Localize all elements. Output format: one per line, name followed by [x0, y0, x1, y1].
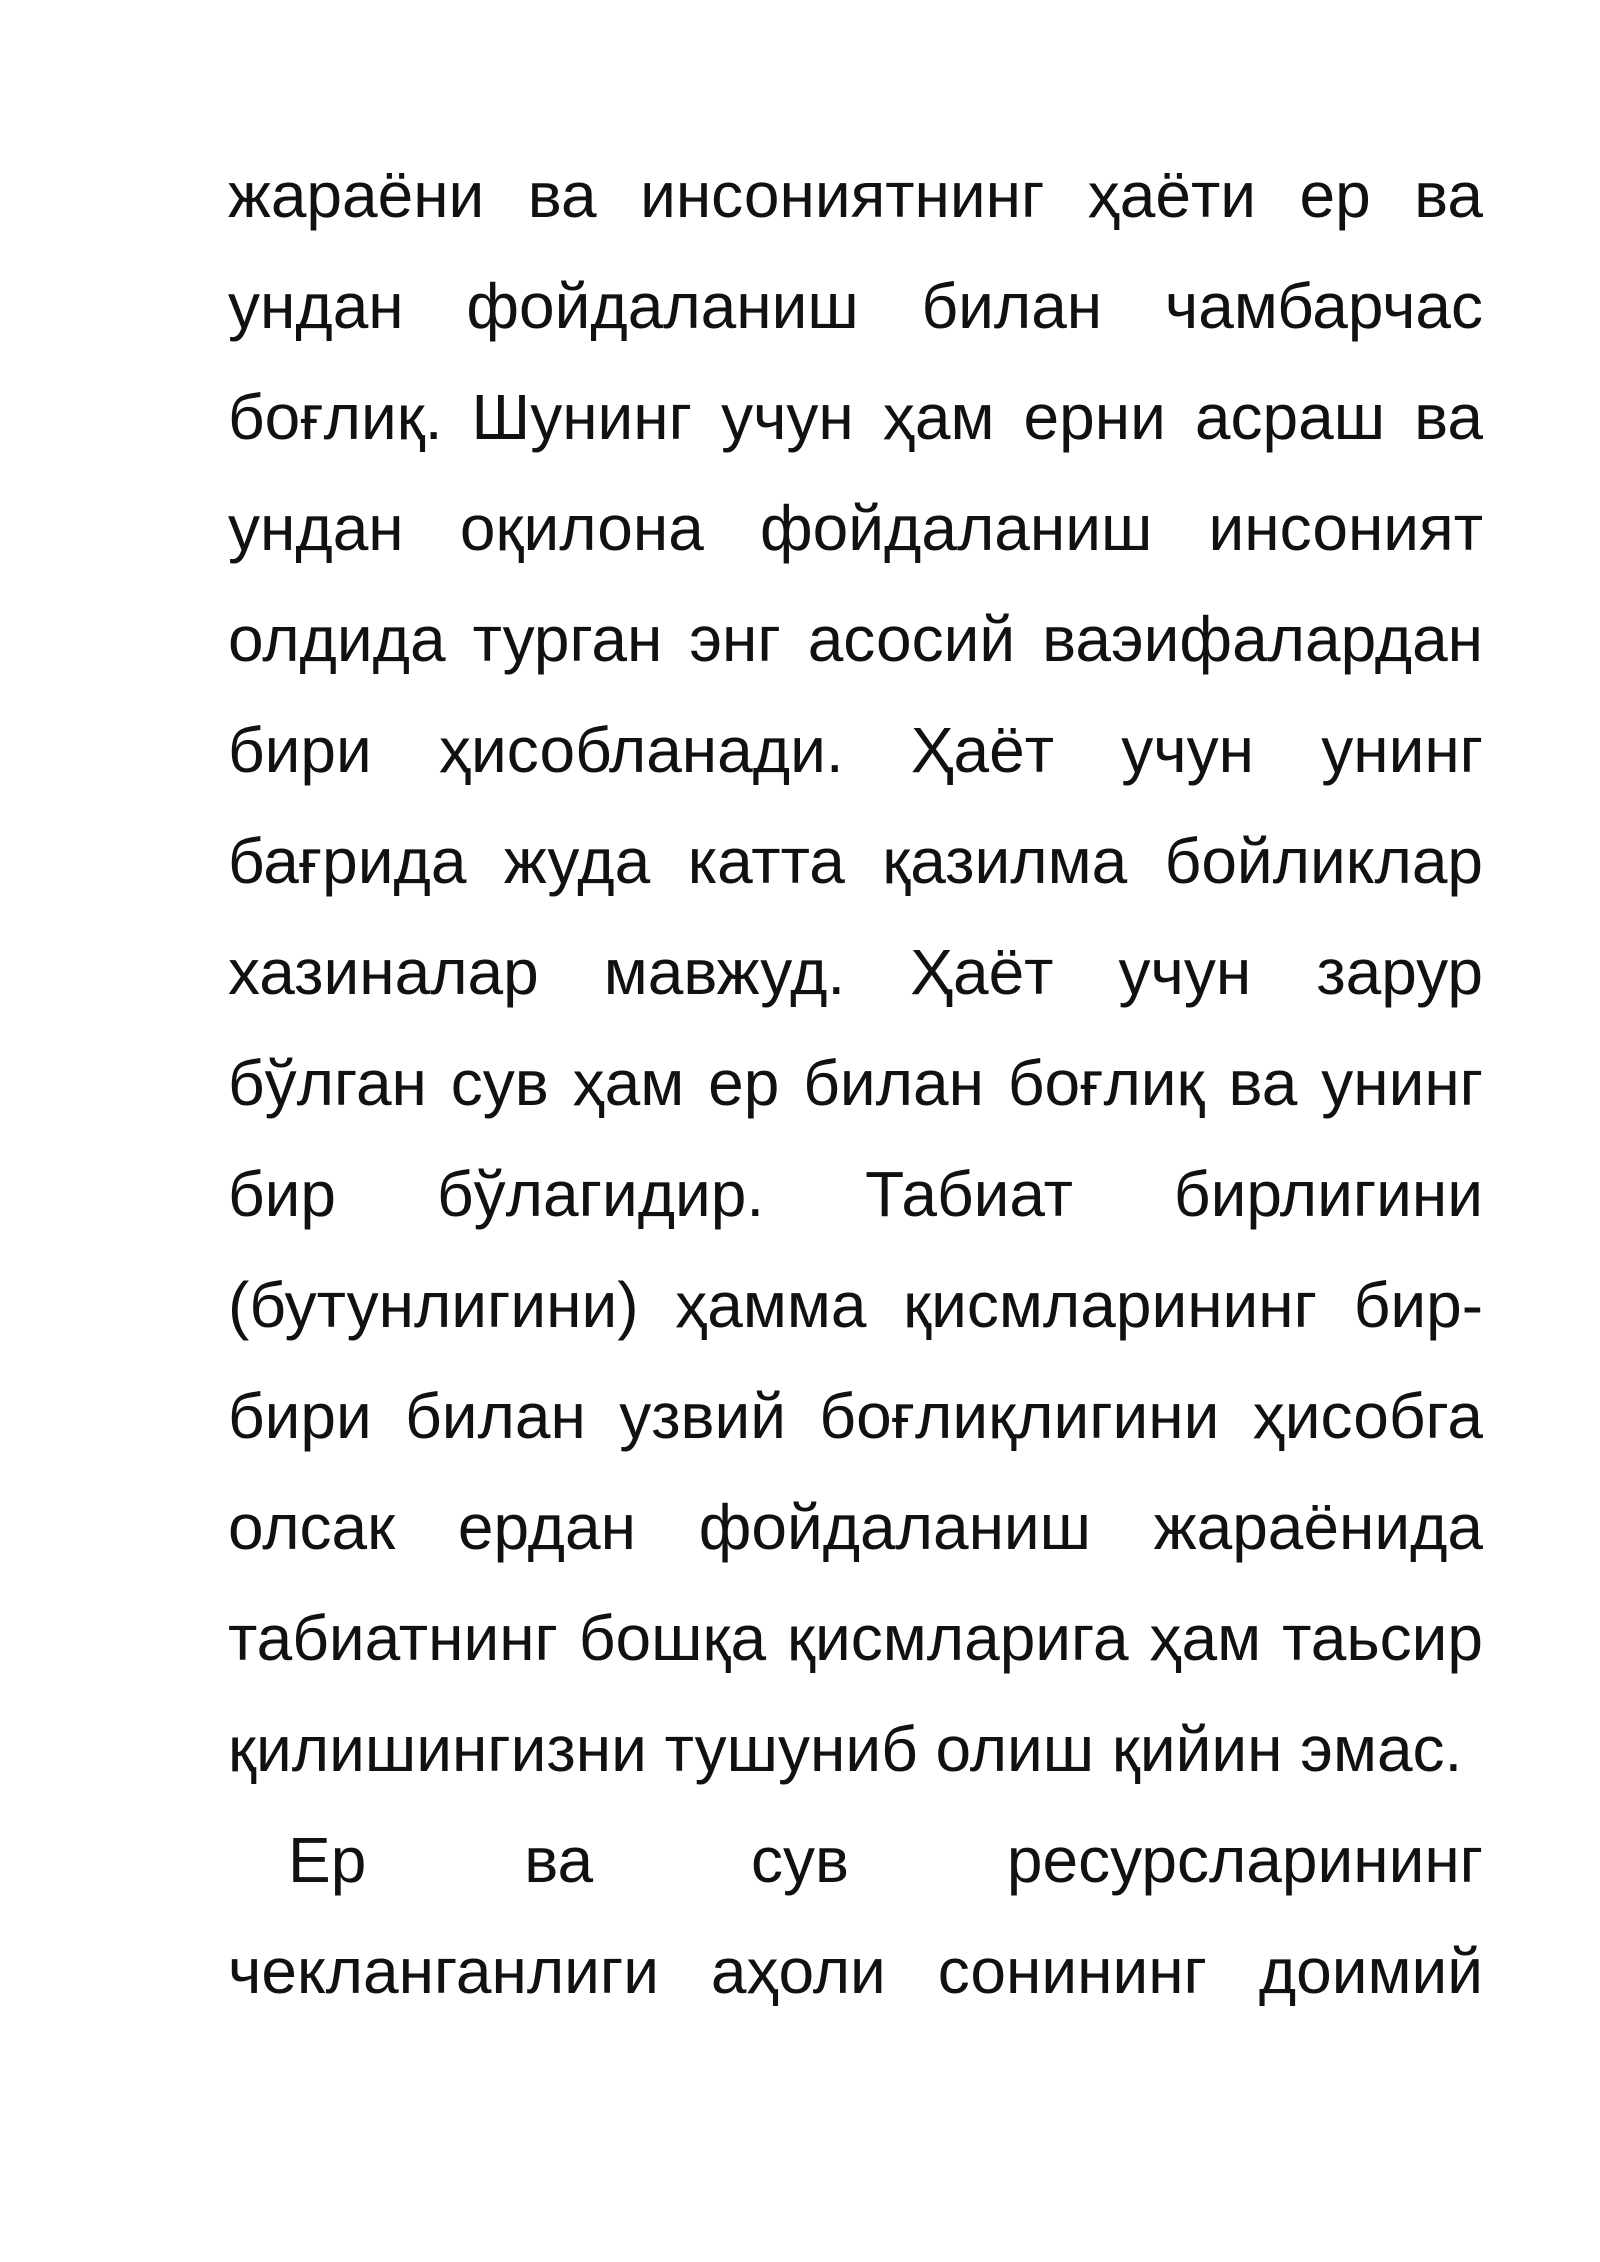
body-text [228, 140, 1483, 2027]
text-line: бири ҳисобланади. Ҳаёт учун унинг [228, 714, 1483, 786]
paragraph-end-line: қилишингизни тушуниб олиш қийин эмас. [228, 1713, 1463, 1785]
text-line: бир бўлагидир. Табиат бирлигини [228, 1158, 1483, 1230]
text-line: бўлган сув ҳам ер билан боғлиқ ва унинг [228, 1047, 1483, 1119]
text-line: бағрида жуда катта қазилма бойликлар [228, 825, 1483, 897]
text-line: хазиналар мавжуд. Ҳаёт учун зарур [228, 936, 1483, 1008]
text-line: олдида турган энг асосий ваэифалардан [228, 603, 1483, 675]
paragraph-start-line: Ер ва сув ресурсларининг [288, 1824, 1483, 1896]
text-line: чекланганлиги аҳоли сонининг доимий [228, 1935, 1483, 2007]
text-line: ундан оқилона фойдаланиш инсоният [228, 492, 1483, 564]
text-line: боғлиқ. Шунинг учун ҳам ерни асраш ва [228, 381, 1483, 453]
text-line: бири билан узвий боғлиқлигини ҳисобга [228, 1380, 1483, 1452]
text-line: жараёни ва инсониятнинг ҳаёти ер ва [228, 159, 1483, 231]
text-line: ундан фойдаланиш билан чамбарчас [228, 270, 1483, 342]
text-line: (бутунлигини) ҳамма қисмларининг бир- [228, 1269, 1483, 1341]
text-line: табиатнинг бошқа қисмларига ҳам таьсир [228, 1602, 1483, 1674]
text-line: олсак ердан фойдаланиш жараёнида [228, 1491, 1483, 1563]
